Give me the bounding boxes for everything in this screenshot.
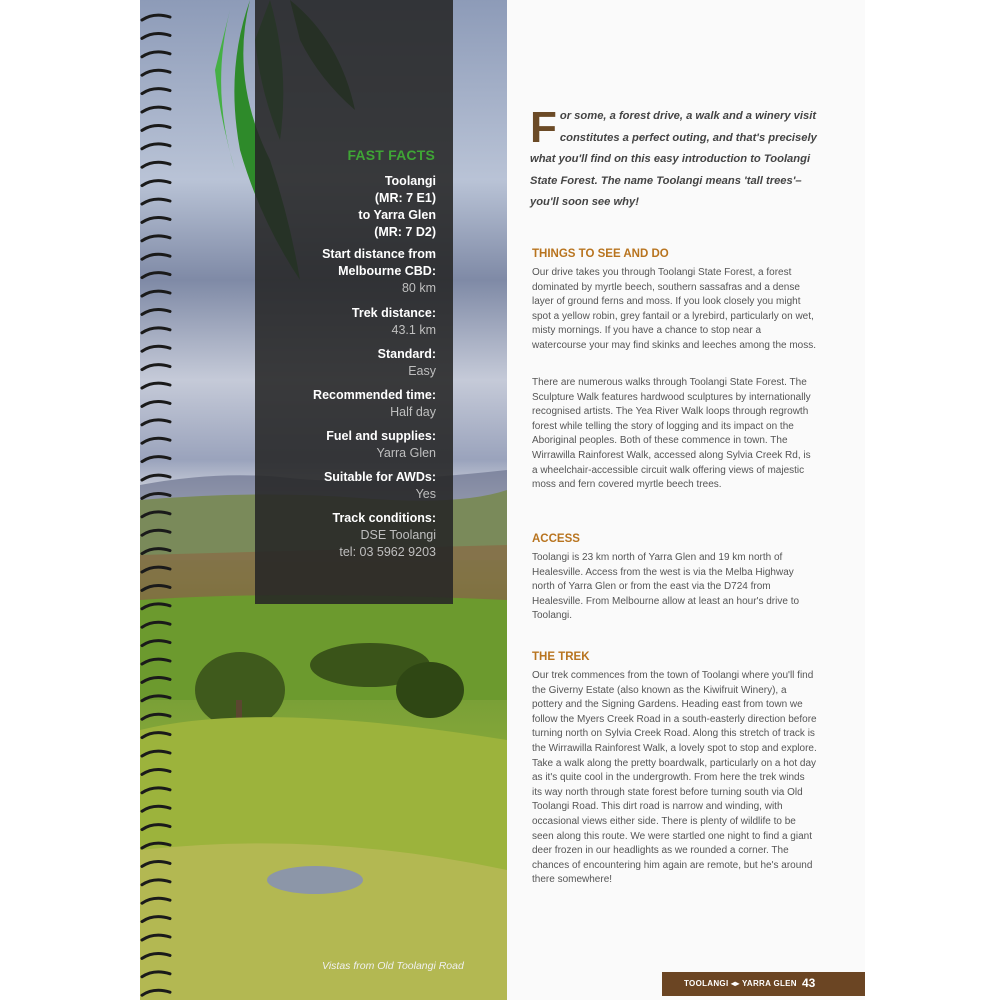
fact-label: Track conditions: xyxy=(332,511,436,525)
spiral-ring xyxy=(142,125,170,130)
fact-value: 43.1 km xyxy=(391,323,436,337)
spiral-binding xyxy=(140,10,174,1000)
spiral-ring xyxy=(142,383,170,388)
spiral-ring xyxy=(142,181,170,186)
spiral-ring xyxy=(142,917,170,922)
fact-value: Half day xyxy=(390,405,436,419)
spiral-ring xyxy=(142,843,170,848)
spiral-ring xyxy=(142,52,170,57)
fact-track-conditions xyxy=(255,510,436,561)
spiral-ring xyxy=(142,493,170,498)
fact-start-distance xyxy=(255,246,436,297)
route-line: (MR: 7 D2) xyxy=(374,225,436,239)
spiral-ring xyxy=(142,254,170,259)
spiral-ring xyxy=(142,89,170,94)
fact-suitable-awd xyxy=(255,469,436,503)
photo-caption: Vistas from Old Toolangi Road xyxy=(322,960,464,972)
fact-recommended-time xyxy=(255,387,436,421)
spiral-ring xyxy=(142,475,170,480)
spiral-ring xyxy=(142,420,170,425)
paragraph: There are numerous walks through Toolangi State Forest. The Sculpture Walk features hardwood sculptures by internationally recognised artists. The Yea River Walk loops through regrowth forest while telling the story of logging and its impact on the Aboriginal peoples. Both of these commence in town. The Wirrawilla Rainforest Walk, accessed along Sylvia Creek Rd, is a wheelchair-accessible circuit walk offering views of majestic moss and fern covered myrtle beech trees. xyxy=(532,377,811,491)
fact-label: Fuel and supplies: xyxy=(326,429,436,443)
spiral-ring xyxy=(142,309,170,314)
spiral-ring xyxy=(142,273,170,278)
fact-standard xyxy=(255,346,436,380)
spiral-ring xyxy=(142,457,170,462)
spiral-ring xyxy=(142,751,170,756)
fact-label: Recommended time: xyxy=(313,388,436,402)
spiral-ring xyxy=(142,199,170,204)
spiral-ring xyxy=(142,236,170,241)
fact-label: Suitable for AWDs: xyxy=(323,470,436,484)
drop-cap: F xyxy=(530,103,557,152)
spiral-ring xyxy=(142,291,170,296)
paragraph: Toolangi is 23 km north of Yarra Glen and 19 km north of Healesville. Access from the west is via the Melba Highway north of Yarra Glen or from the east via the D724 from Healesville. From Melbourne allow at least an hour's drive to Toolangi. xyxy=(532,552,800,622)
spiral-ring xyxy=(142,328,170,333)
fact-value: DSE Toolangi xyxy=(360,528,436,542)
spiral-ring xyxy=(142,880,170,885)
spiral-ring xyxy=(142,769,170,774)
spiral-ring xyxy=(142,696,170,701)
spiral-ring xyxy=(142,825,170,830)
spiral-ring xyxy=(142,806,170,811)
fact-value: 80 km xyxy=(401,281,436,295)
route-info xyxy=(255,173,436,241)
spiral-ring xyxy=(142,70,170,75)
spiral-ring xyxy=(142,530,170,535)
spiral-ring xyxy=(142,622,170,627)
paragraph: Our drive takes you through Toolangi State Forest, a forest dominated by myrtle beech, southern sassafras and a dense layer of ground ferns and moss. If you look closely you might spot a yellow robin, grey fantail or a lyrebird, particularly on wet, misty mornings. If you have a chance to stop near a watercourse your may find skinks and leeches among the moss. xyxy=(532,267,817,351)
spiral-ring xyxy=(142,15,170,20)
route-line: to Yarra Glen xyxy=(358,208,436,222)
intro-paragraph xyxy=(530,103,820,214)
fact-value: Easy xyxy=(408,364,436,378)
spiral-ring xyxy=(142,549,170,554)
spiral-ring xyxy=(142,585,170,590)
route-line: (MR: 7 E1) xyxy=(374,191,436,205)
spiral-ring xyxy=(142,401,170,406)
route-line: Toolangi xyxy=(384,174,436,188)
spiral-ring xyxy=(142,144,170,149)
spiral-ring xyxy=(142,567,170,572)
page-number: 43 xyxy=(802,976,816,990)
spiral-ring xyxy=(142,604,170,609)
spiral-ring xyxy=(142,641,170,646)
spiral-ring xyxy=(142,512,170,517)
spiral-ring xyxy=(142,365,170,370)
spiral-ring xyxy=(142,861,170,866)
spiral-ring xyxy=(142,162,170,167)
page-footer xyxy=(662,972,865,996)
spiral-ring xyxy=(142,935,170,940)
fast-facts-panel xyxy=(255,0,453,604)
fast-facts-title: FAST FACTS xyxy=(347,147,435,163)
spiral-ring xyxy=(142,677,170,682)
spiral-ring xyxy=(142,107,170,112)
spiral-ring xyxy=(142,714,170,719)
spiral-ring xyxy=(142,733,170,738)
spiral-ring xyxy=(142,972,170,977)
spiral-ring xyxy=(142,438,170,443)
footer-route-label: TOOLANGI ◂▸ YARRA GLEN xyxy=(684,979,797,988)
spiral-ring xyxy=(142,990,170,995)
heading-things-to-see: THINGS TO SEE AND DO xyxy=(532,248,669,260)
fact-fuel-supplies xyxy=(255,428,436,462)
fact-value: Yes xyxy=(415,487,436,501)
spiral-ring xyxy=(142,346,170,351)
fact-trek-distance xyxy=(255,305,436,339)
spiral-ring xyxy=(142,898,170,903)
spiral-ring xyxy=(142,788,170,793)
paragraph: Our trek commences from the town of Toolangi where you'll find the Giverny Estate (also known as the Kiwifruit Winery), a pottery and the Signing Gardens. Heading east from town we follow the Myers Creek Road in a south-easterly direction before turning north on Sylvia Creek Road. Along this stretch of track is the Wirrawilla Rainforest Walk, a lovely spot to stop and explore. Take a walk along the pretty boardwalk, particularly on a hot day as it's quite cool in the undergrowth. From here the trek winds its way north through state forest before turning south via Old Toolangi Road. This dirt road is narrow and winding, with occasional views either side. There is plenty of wildlife to be seen along this route. We were startled one night to find a giant deer frozen in our headlights as we rounded a corner. The chances of encountering him again are remote, but he's around there somewhere! xyxy=(532,670,817,886)
fact-label: Trek distance: xyxy=(351,306,436,320)
intro-text: or some, a forest drive, a walk and a winery visit constitutes a perfect outing, and that's precisely what you'll find on this easy introduction to Toolangi State Forest. The name Toolangi means 'tall trees'–you'll soon see why! xyxy=(530,110,817,208)
heading-the-trek: THE TREK xyxy=(532,651,590,663)
spiral-ring xyxy=(142,33,170,38)
fact-value-phone: tel: 03 5962 9203 xyxy=(339,545,436,559)
fact-label: Start distance from Melbourne CBD: xyxy=(322,247,436,278)
spiral-ring xyxy=(142,953,170,958)
fact-label: Standard: xyxy=(377,347,436,361)
fact-value: Yarra Glen xyxy=(376,446,436,460)
spiral-ring xyxy=(142,217,170,222)
spiral-ring xyxy=(142,659,170,664)
heading-access: ACCESS xyxy=(532,533,580,545)
